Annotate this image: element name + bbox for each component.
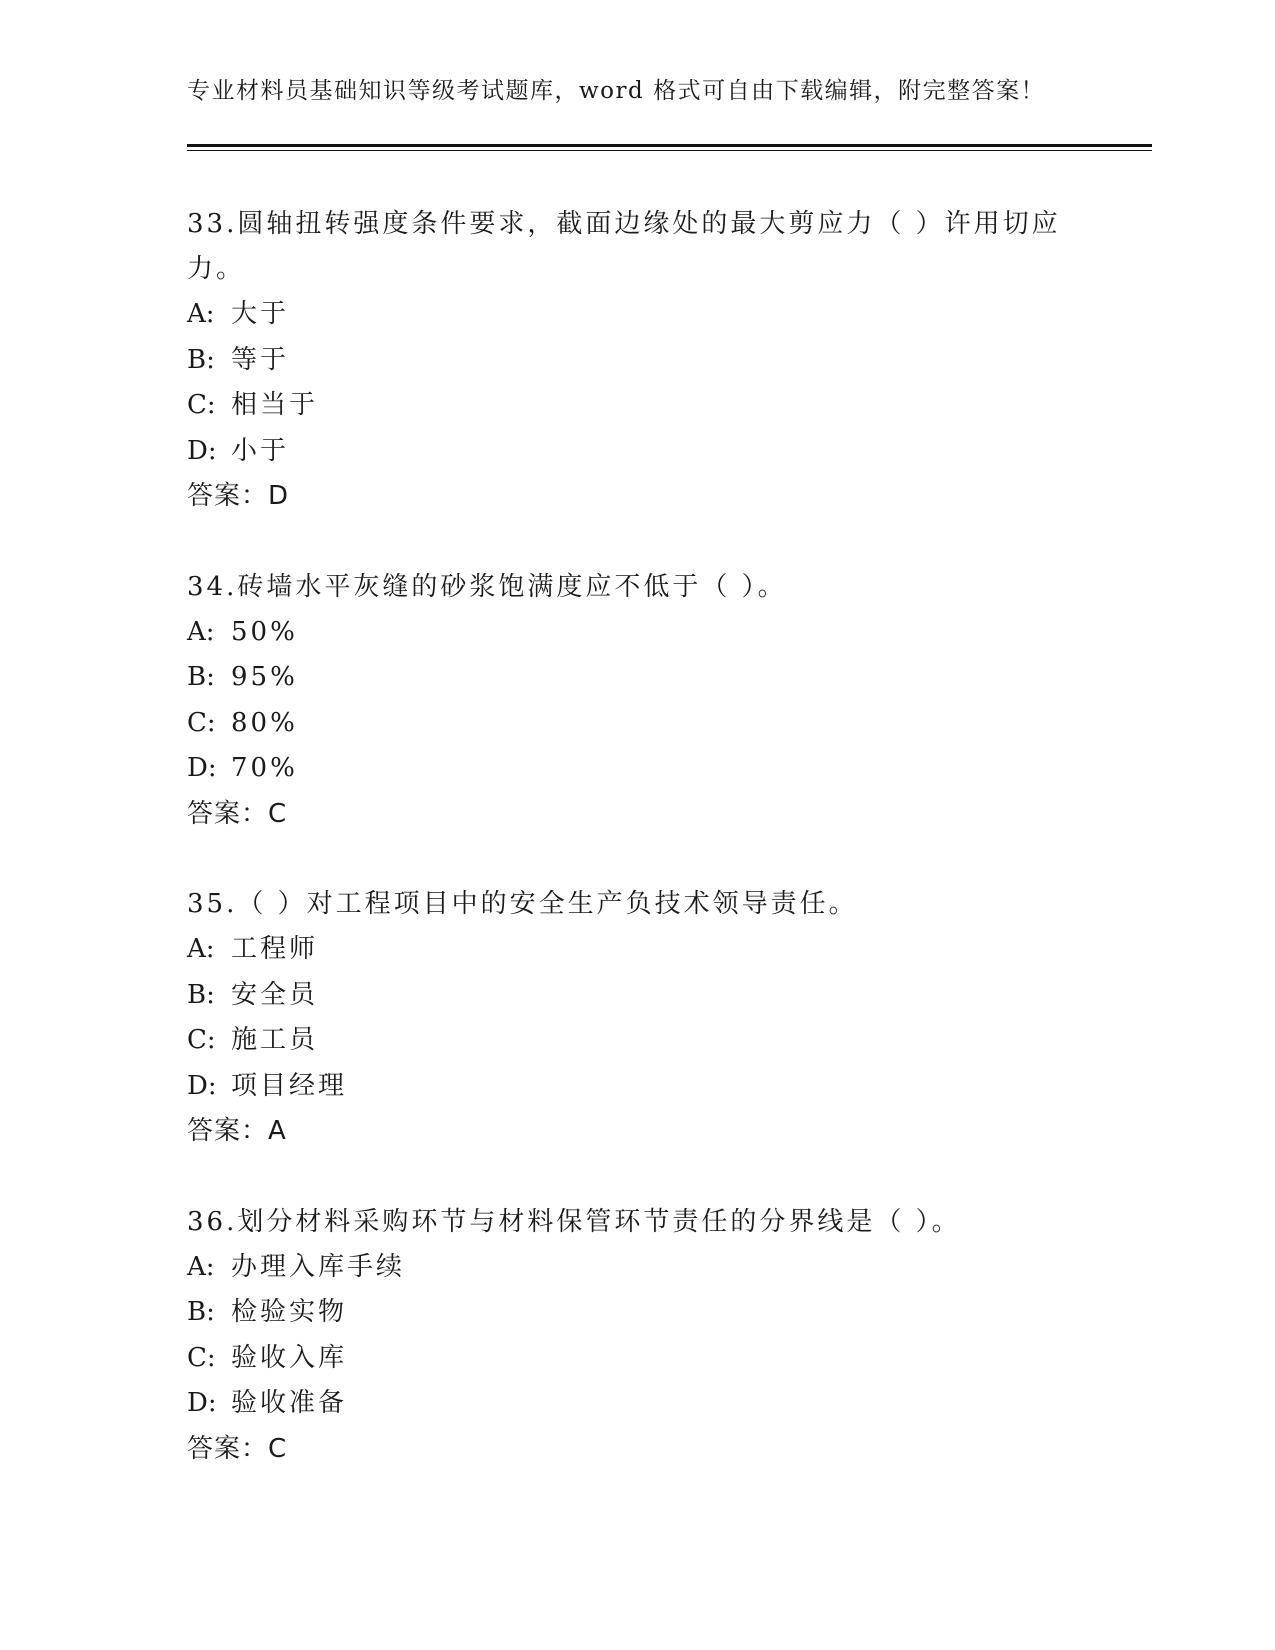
option-a [187,927,1077,973]
option-text: 安全员 [231,979,319,1010]
option-b [187,973,1077,1019]
option-b [187,1290,1077,1336]
option-b [187,655,1077,701]
option-text: 等于 [231,344,290,375]
answer-text: 答案：D [187,481,290,511]
option-text: 95% [231,662,298,692]
question-stem: 36.划分材料采购环节与材料保管环节责任的分界线是（ ）。 [187,1206,961,1237]
option-label: C: [187,1342,216,1373]
option-text: 相当于 [231,390,319,420]
option-label: A: [187,616,215,647]
option-a [187,292,1077,338]
option-text: 50% [231,616,298,647]
option-label: B: [187,344,215,375]
option-label: D: [187,753,217,783]
option-d [187,1381,1077,1427]
option-b [187,338,1077,384]
option-text: 验收准备 [231,1388,348,1418]
option-text: 工程师 [231,934,319,964]
option-text: 项目经理 [231,1070,348,1101]
option-list [187,292,1077,474]
option-text: 80% [231,707,298,738]
option-c [187,1336,1077,1382]
question-stem: 34.砖墙水平灰缝的砂浆饱满度应不低于（ ）。 [187,571,787,602]
option-list [187,927,1077,1109]
option-c [187,1018,1077,1064]
option-d [187,429,1077,475]
option-label: D: [187,1070,217,1101]
option-list [187,1245,1077,1427]
option-label: A: [187,934,215,964]
option-text: 小于 [231,435,290,466]
option-text: 施工员 [231,1025,319,1055]
option-c [187,701,1077,747]
option-label: A: [187,1251,215,1282]
question-list [187,202,1077,1517]
option-d [187,746,1077,792]
option-text: 验收入库 [231,1342,348,1373]
question-36 [187,1200,1077,1473]
answer-text: 答案：A [187,1116,287,1146]
question-34 [187,565,1077,838]
option-label: C: [187,1025,216,1055]
option-label: B: [187,662,215,692]
option-label: B: [187,1297,215,1327]
header-divider [187,144,1152,151]
option-a [187,1245,1077,1291]
option-label: B: [187,979,215,1010]
option-label: A: [187,299,215,329]
option-c [187,383,1077,429]
question-35 [187,882,1077,1155]
option-list [187,610,1077,792]
question-33 [187,202,1077,520]
answer-text: 答案：C [187,798,288,829]
option-d [187,1064,1077,1110]
page-header-text: 专业材料员基础知识等级考试题库，word 格式可自由下载编辑，附完整答案！ [187,78,1046,104]
option-label: D: [187,1388,217,1418]
option-text: 检验实物 [231,1297,348,1327]
option-label: D: [187,435,217,466]
option-label: C: [187,707,216,738]
option-a [187,610,1077,656]
question-stem: 33.圆轴扭转强度条件要求，截面边缘处的最大剪应力（ ）许用切应力。 [187,209,1061,284]
question-stem: 35.（ ）对工程项目中的安全生产负技术领导责任。 [187,889,858,919]
option-text: 办理入库手续 [231,1251,406,1282]
option-text: 70% [231,753,298,783]
option-label: C: [187,390,216,420]
answer-text: 答案：C [187,1433,288,1464]
option-text: 大于 [231,299,290,329]
